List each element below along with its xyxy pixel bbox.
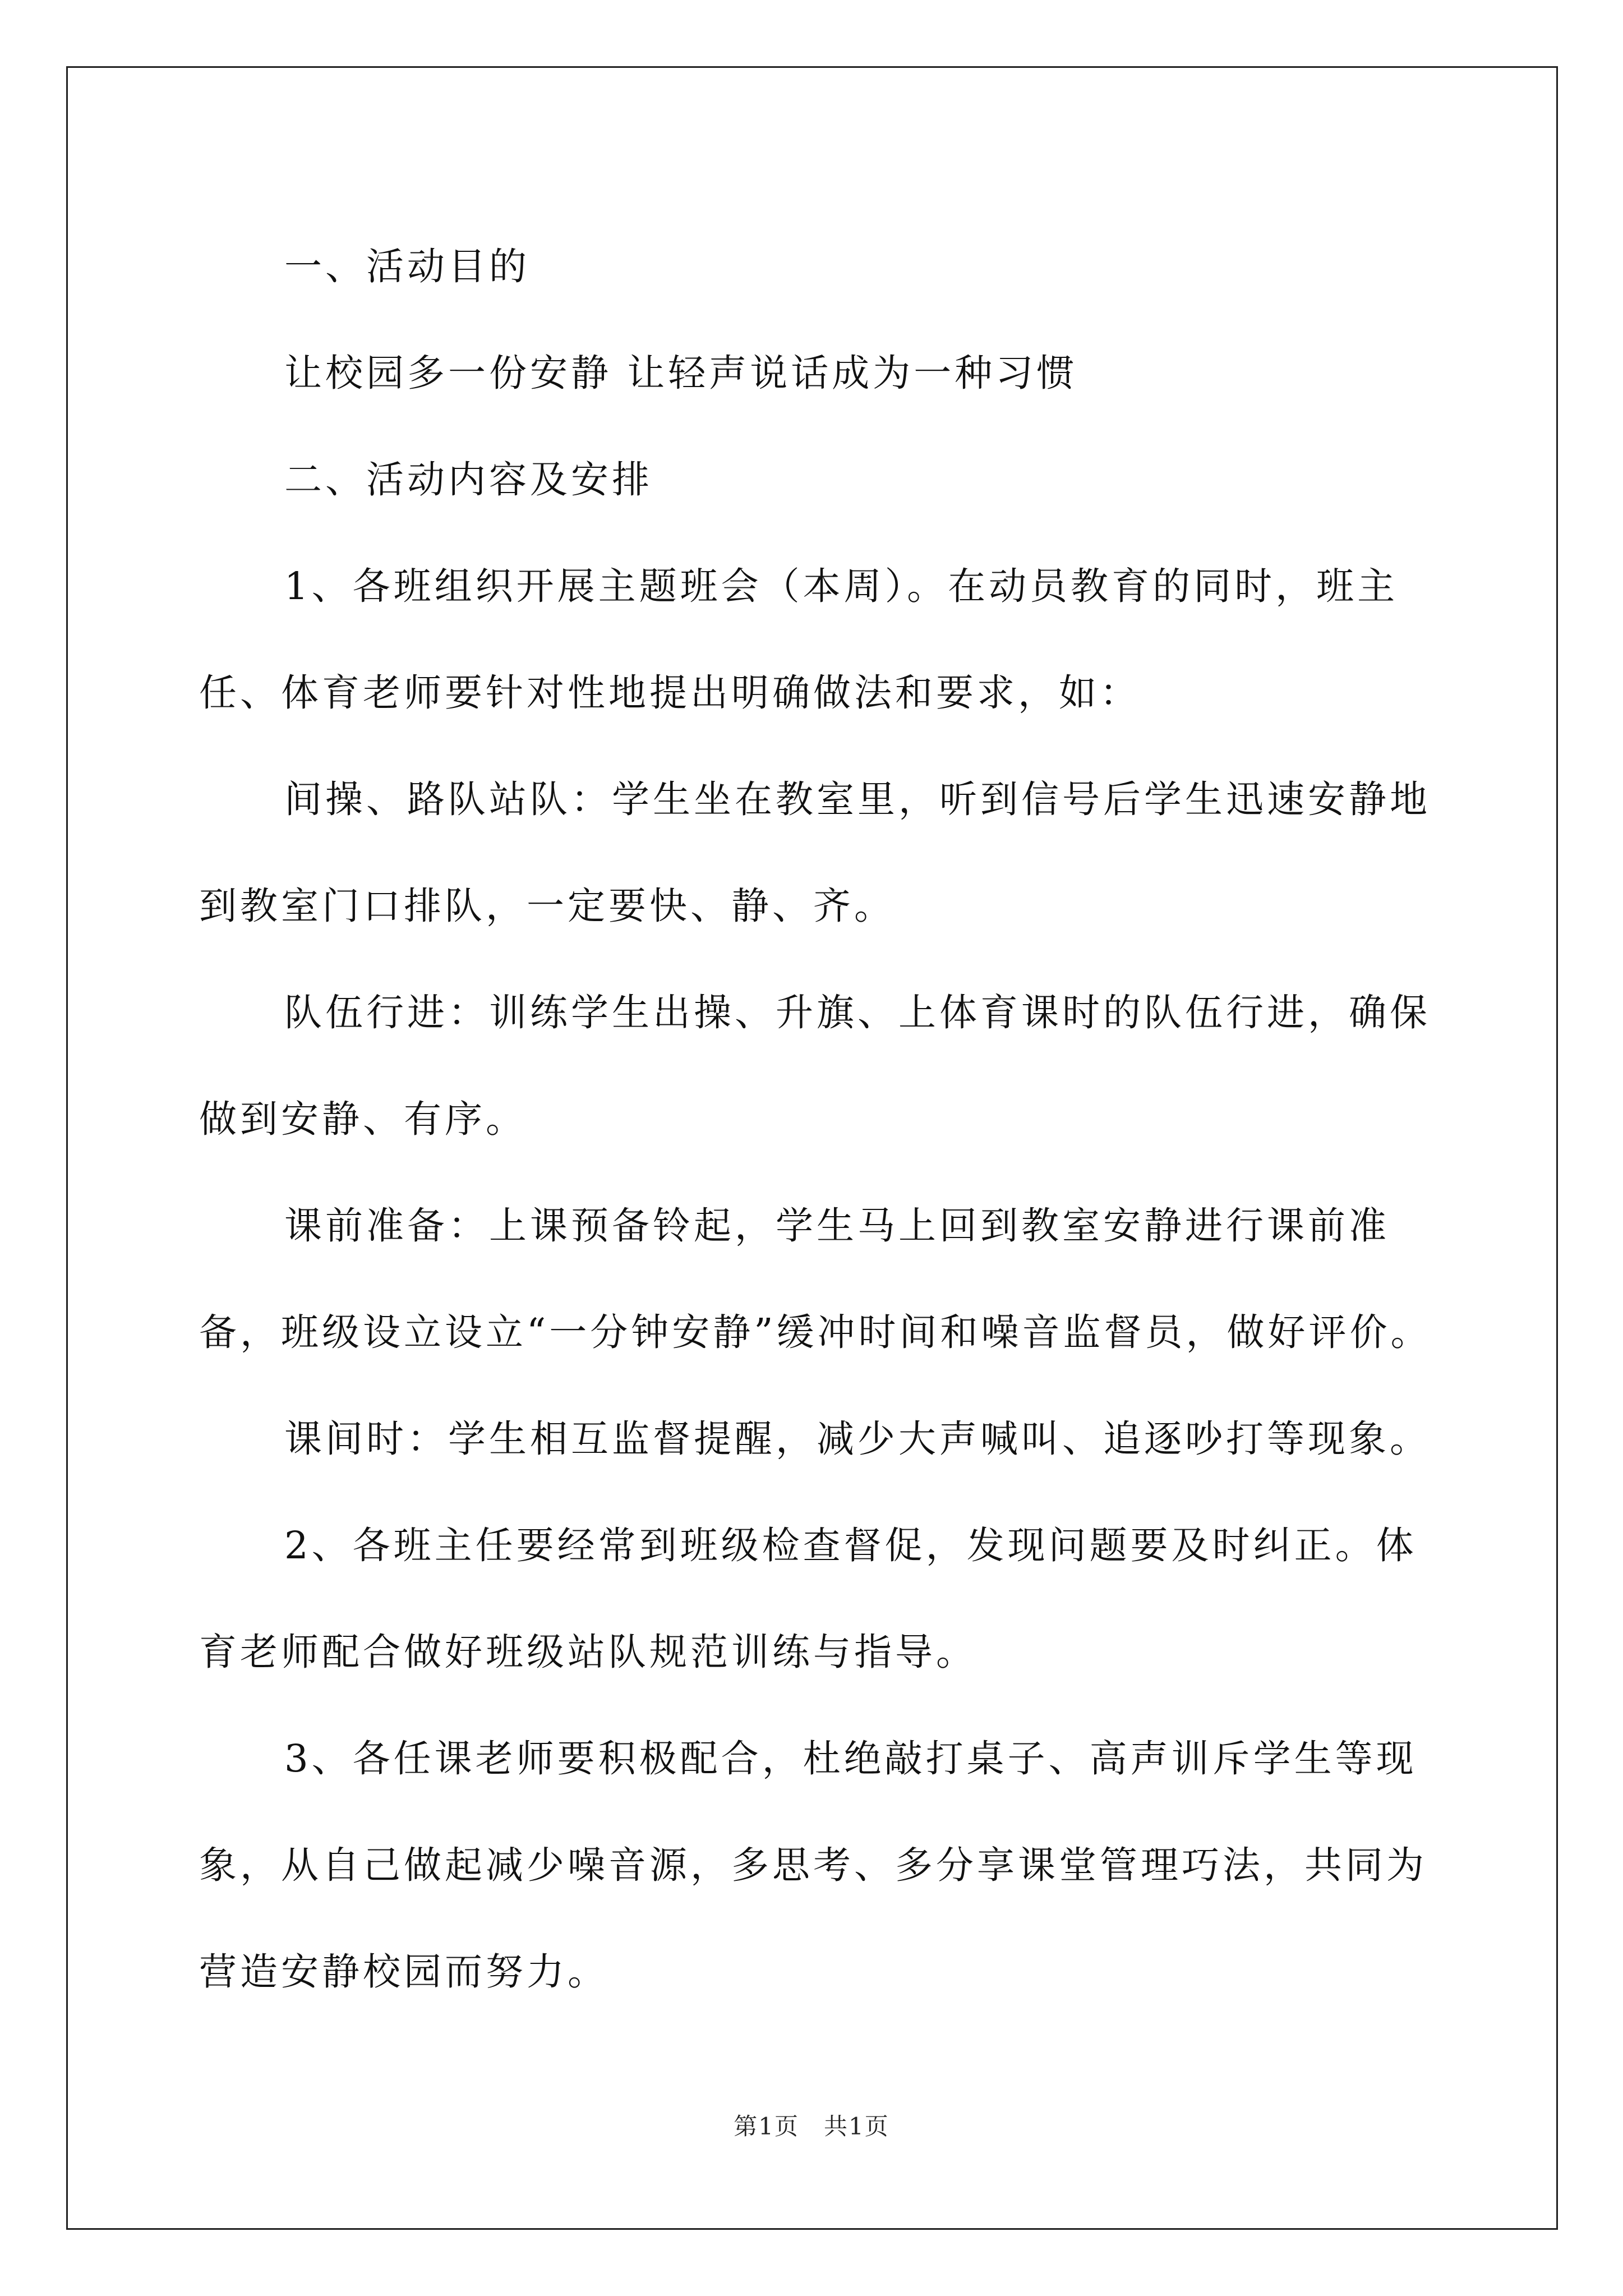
paragraph-item-3: 3、各任课老师要积极配合，杜绝敲打桌子、高声训斥学生等现象，从自己做起减少噪音源，多思考、多分享课堂管理巧法，共同为营造安静校园而努力。 <box>199 1737 1427 1994</box>
paragraph-marching: 队伍行进：训练学生出操、升旗、上体育课时的队伍行进，确保做到安静、有序。 <box>199 991 1431 1141</box>
paragraph-recess: 课间时：学生相互监督提醒，减少大声喊叫、追逐吵打等现象。 <box>284 1417 1431 1461</box>
section-heading-content: 二、活动内容及安排 <box>284 458 653 501</box>
paragraph-preparation: 课前准备：上课预备铃起，学生马上回到教室安静进行课前准备，班级设立设立“一分钟安静”缓冲时间和噪音监督员，做好评价。 <box>199 1204 1432 1354</box>
document-body <box>199 213 1450 2025</box>
section-heading-purpose: 一、活动目的 <box>284 245 530 288</box>
paragraph-item-1: 1、各班组织开展主题班会（本周）。在动员教育的同时，班主任、体育老师要针对性地提出明确做法和要求，如： <box>199 564 1399 715</box>
purpose-text: 让校园多一份安静 让轻声说话成为一种习惯 <box>284 351 1078 395</box>
paragraph-item-2: 2、各班主任要经常到班级检查督促，发现问题要及时纠正。体育老师配合做好班级站队规范训练与指导。 <box>199 1524 1417 1674</box>
page-number-footer: 第1页 共1页 <box>734 2113 889 2140</box>
paragraph-lineup: 间操、路队站队：学生坐在教室里，听到信号后学生迅速安静地到教室门口排队，一定要快、静、齐。 <box>199 777 1431 928</box>
